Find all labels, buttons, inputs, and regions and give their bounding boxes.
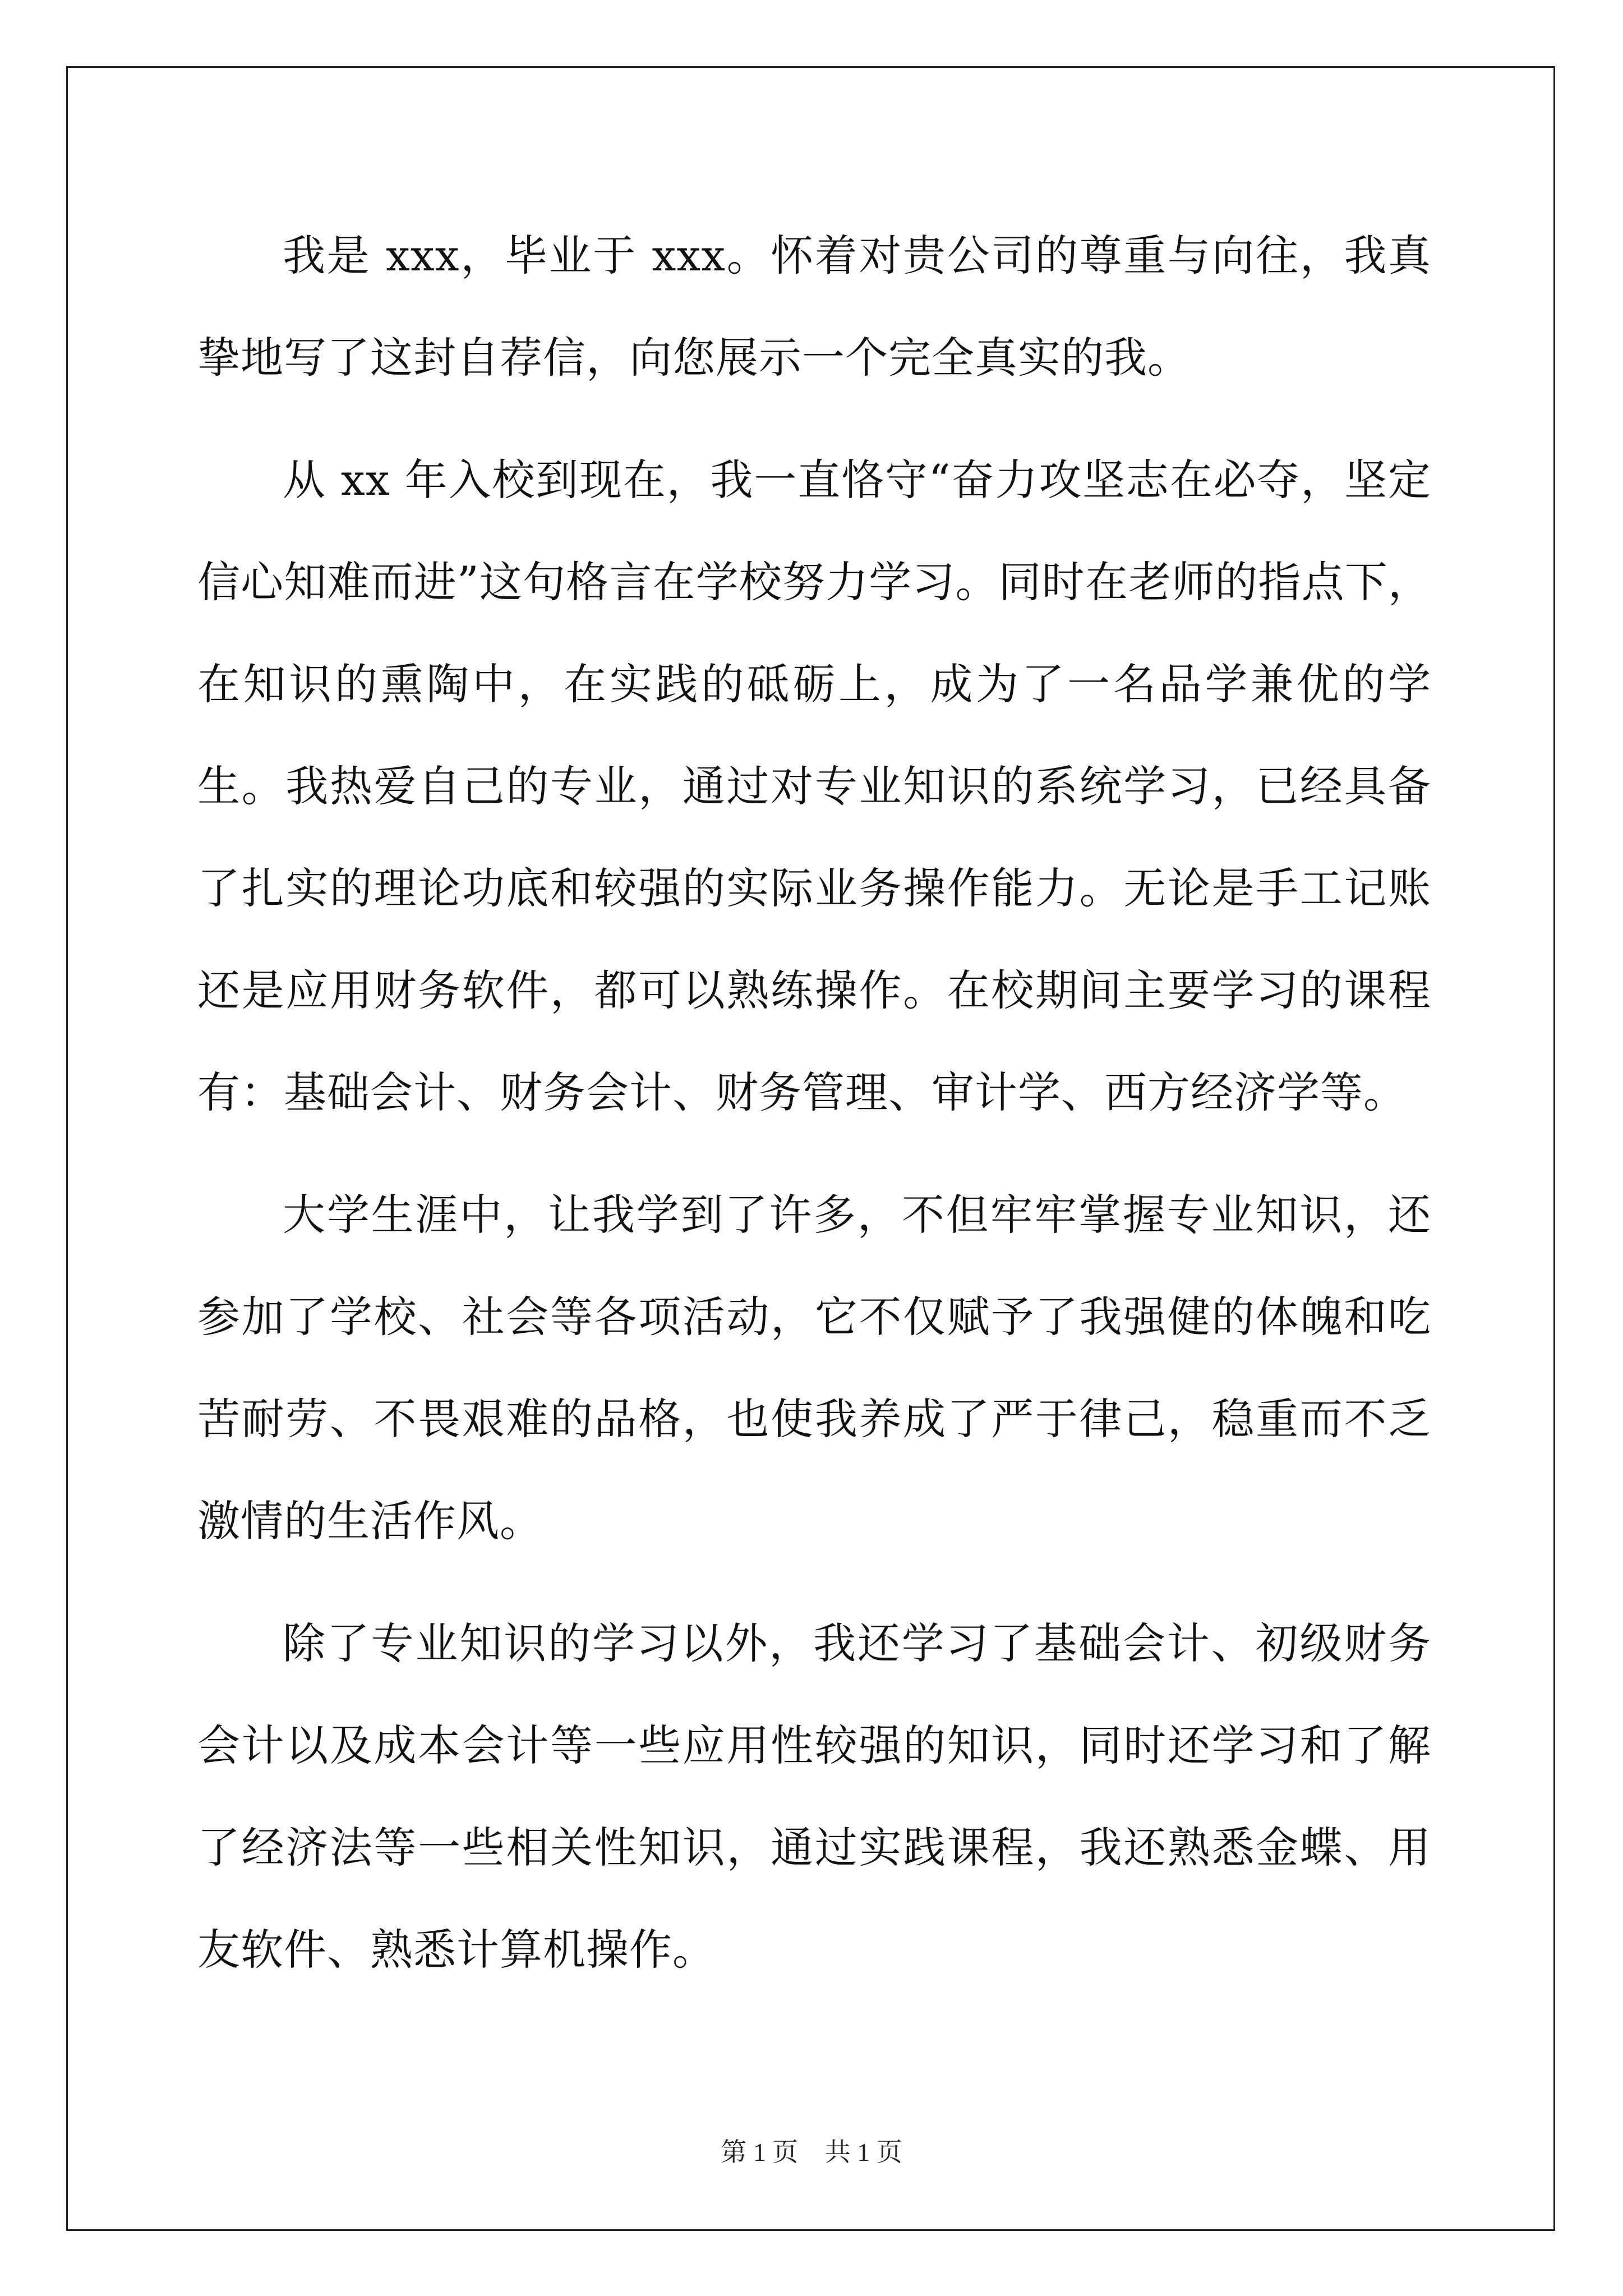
paragraph-study: 从 xx 年入校到现在，我一直恪守“奋力攻坚志在必夺，坚定信心知难而进”这句格言在学校努力学习。同时在老师的指点下，在知识的熏陶中，在实践的砥砺上，成为了一名品学兼优的学生。我热爱自己的专业，通过对专业知识的系统学习，已经具备了扎实的理论功底和较强的实际业务操作能力。无论是手工记账还是应用财务软件，都可以熟练操作。在校期间主要学习的课程有：基础会计、财务会计、财务管理、审计学、西方经济学等。 (197, 455, 1431, 1117)
paragraph-extra-skills: 除了专业知识的学习以外，我还学习了基础会计、初级财务会计以及成本会计等一些应用性较强的知识，同时还学习和了解了经济法等一些相关性知识，通过实践课程，我还熟悉金蝶、用友软件、熟悉计算机操作。 (197, 1618, 1431, 1975)
page-footer (0, 2132, 1623, 2169)
letter-body (197, 205, 1431, 2021)
paragraph-intro: 我是 xxx，毕业于 xxx。怀着对贵公司的尊重与向往，我真挚地写了这封自荐信，向您展示一个完全真实的我。 (197, 231, 1431, 383)
page-number: 第 1 页 (721, 2138, 799, 2166)
paragraph-university-life: 大学生涯中，让我学到了许多，不但牢牢掌握专业知识，还参加了学校、社会等各项活动，它不仅赋予了我强健的体魄和吃苦耐劳、不畏艰难的品格，也使我养成了严于律己，稳重而不乏激情的生活作风。 (197, 1190, 1431, 1546)
page-total: 共 1 页 (824, 2138, 902, 2166)
